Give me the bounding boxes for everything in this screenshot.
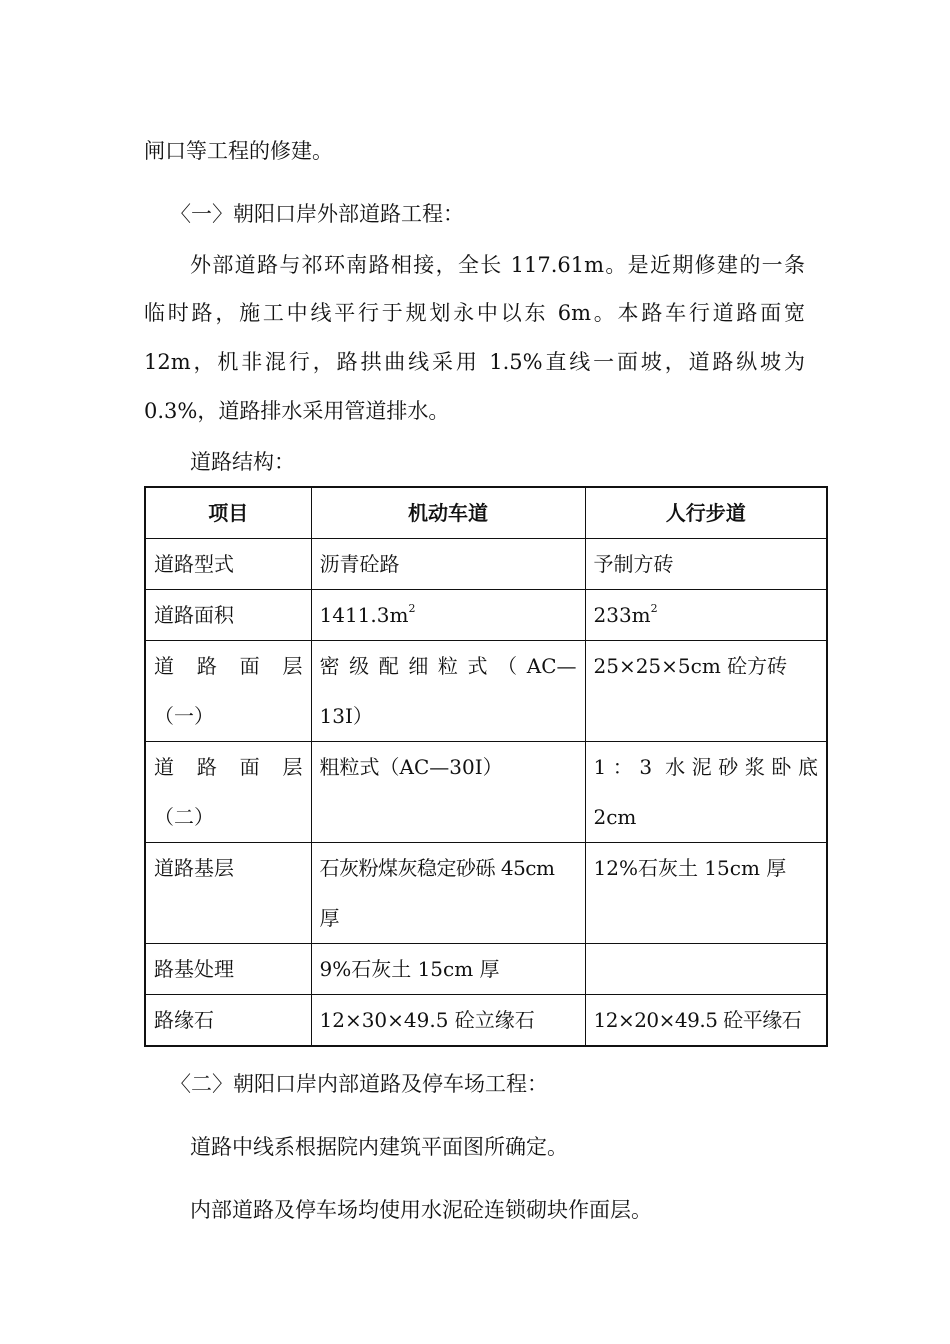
table-row: [145, 590, 827, 641]
table-cell: 沥青砼路: [311, 539, 585, 590]
cell-line: 2cm: [593, 805, 637, 829]
header-cell: 项目: [145, 487, 311, 539]
cell-line: （二）: [154, 805, 214, 829]
cell-line: 道 路 面 层: [154, 755, 303, 779]
table-row: [145, 742, 827, 843]
table-cell: 路基处理: [145, 944, 311, 995]
section-heading-2: 〈二〉朝阳口岸内部道路及停车场工程：: [170, 1072, 548, 1096]
table-row: [145, 944, 827, 995]
superscript: 2: [408, 602, 416, 616]
table-cell: [145, 641, 311, 742]
table-cell: 12%石灰土 15cm 厚: [585, 843, 827, 944]
table-row: [145, 641, 827, 742]
header-cell: 机动车道: [311, 487, 585, 539]
cell-line: 道 路 面 层: [154, 654, 303, 678]
cell-line: 密级配细粒式（AC—: [319, 654, 577, 678]
table-cell: 25×25×5cm 砼方砖: [585, 641, 827, 742]
cell-line: （一）: [154, 704, 214, 728]
superscript: 2: [650, 602, 658, 616]
paragraph-line: 临时路，施工中线平行于规划永中以东 6m。本路车行道路面宽: [144, 301, 805, 325]
cell-line: 石灰粉煤灰稳定砂砾 45cm: [319, 856, 555, 880]
table-header-row: [145, 487, 827, 539]
paragraph-line: 外部道路与祁环南路相接，全长 117.61m。是近期修建的一条: [190, 253, 805, 277]
table-row: [145, 539, 827, 590]
table-row: [145, 995, 827, 1047]
header-cell: 人行步道: [585, 487, 827, 539]
table-cell: 粗粒式（AC—30I）: [311, 742, 585, 843]
table-caption: 道路结构：: [190, 450, 295, 474]
cell-line: 1：3 水泥砂浆卧底: [593, 755, 818, 779]
paragraph-continuation: 闸口等工程的修建。: [144, 139, 333, 163]
table-cell: 路缘石: [145, 995, 311, 1047]
cell-line: 厚: [319, 906, 340, 930]
table-cell: [145, 742, 311, 843]
table-cell: [311, 590, 585, 641]
table-cell: [311, 641, 585, 742]
paragraph-line: 0.3%，道路排水采用管道排水。: [144, 399, 450, 423]
table-cell: [585, 742, 827, 843]
table-row: [145, 843, 827, 944]
table-cell: 道路型式: [145, 539, 311, 590]
table-cell: 12×20×49.5 砼平缘石: [585, 995, 827, 1047]
section-heading-1: 〈一〉朝阳口岸外部道路工程：: [170, 202, 464, 226]
table-cell: 道路基层: [145, 843, 311, 944]
table-cell: [585, 590, 827, 641]
table-cell: 予制方砖: [585, 539, 827, 590]
paragraph: 道路中线系根据院内建筑平面图所确定。: [190, 1135, 568, 1159]
table-cell: 12×30×49.5 砼立缘石: [311, 995, 585, 1047]
paragraph: 内部道路及停车场均使用水泥砼连锁砌块作面层。: [190, 1198, 652, 1222]
cell-line: 13I）: [319, 704, 373, 728]
table-cell: [585, 944, 827, 995]
table-cell: 道路面积: [145, 590, 311, 641]
area-value: 233m: [593, 603, 651, 627]
table-cell: [311, 843, 585, 944]
road-structure-table: [144, 486, 828, 1047]
table-cell: 9%石灰土 15cm 厚: [311, 944, 585, 995]
paragraph-line: 12m，机非混行，路拱曲线采用 1.5%直线一面坡，道路纵坡为: [144, 350, 805, 374]
area-value: 1411.3m: [319, 603, 409, 627]
